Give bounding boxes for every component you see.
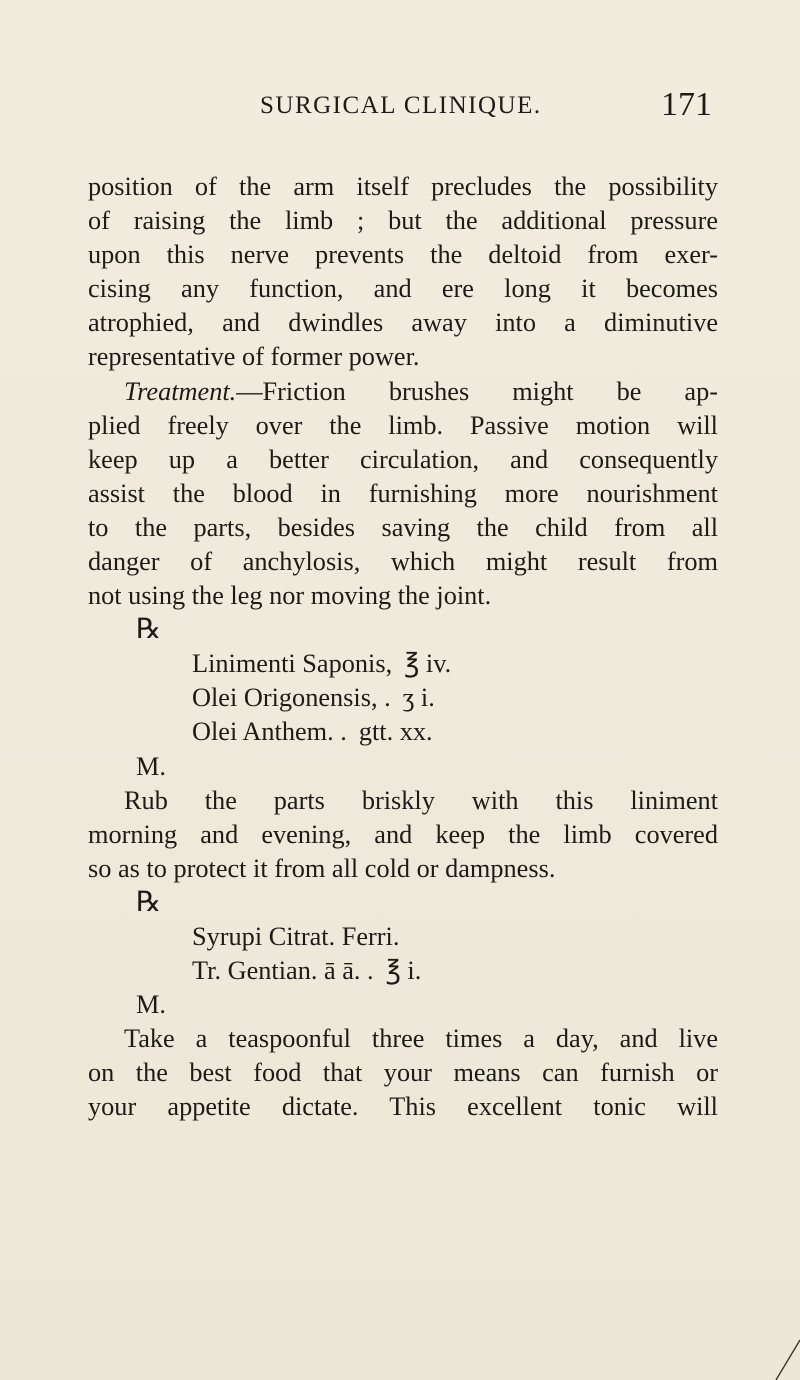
text-line: danger of anchylosis, which might result from	[88, 547, 718, 577]
recipe-ingredient: Olei Origonensis, .	[192, 683, 391, 713]
text-line: atrophied, and dwindles away into a diminutive	[88, 308, 718, 338]
text-line: cising any function, and ere long it becomes	[88, 274, 718, 304]
page-edge-mark	[774, 1290, 800, 1380]
text-line: assist the blood in furnishing more nourishment	[88, 478, 718, 508]
text-line: so as to protect it from all cold or dampness.	[88, 853, 556, 883]
treatment-first-line-text: —Friction brushes might be ap-	[236, 376, 718, 406]
recipe-line	[88, 920, 718, 954]
text-line: keep up a better circulation, and consequently	[88, 444, 718, 474]
treatment-first-line	[88, 375, 718, 409]
recipe-dose: ℥ i.	[385, 955, 422, 985]
text-line: your appetite dictate. This excellent tonic will	[88, 1092, 718, 1122]
recipe-ingredient: Olei Anthem. .	[192, 717, 347, 747]
recipe-line	[88, 647, 718, 681]
rx-symbol: ℞	[136, 614, 162, 646]
recipe-ingredient: Linimenti Saponis,	[192, 649, 393, 679]
text-line: position of the arm itself precludes the possibility	[88, 172, 718, 201]
misce-label: M.	[136, 751, 166, 781]
running-head	[100, 86, 722, 126]
text-line: of raising the limb ; but the additional pressure	[88, 206, 718, 236]
text-line: upon this nerve prevents the deltoid from exer-	[88, 240, 718, 270]
text-line: not using the leg nor moving the joint.	[88, 581, 492, 611]
recipe-ingredient: Syrupi Citrat. Ferri.	[192, 921, 400, 951]
recipe-dose: ʒ i.	[402, 683, 435, 713]
recipe-line	[88, 715, 718, 749]
misce-label: M.	[136, 990, 166, 1020]
recipe-dose: ℥ iv.	[404, 649, 452, 679]
page-number: 171	[661, 86, 712, 123]
recipe-line	[88, 954, 718, 988]
text-line: Rub the parts briskly with this liniment	[124, 785, 718, 815]
recipe-line	[88, 681, 718, 715]
text-line: to the parts, besides saving the child from all	[88, 512, 718, 542]
treatment-heading: Treatment.	[124, 376, 237, 406]
running-title: SURGICAL CLINIQUE.	[260, 92, 542, 119]
text-line: Take a teaspoonful three times a day, and live	[124, 1024, 718, 1054]
rx-symbol: ℞	[136, 886, 162, 918]
text-line: representative of former power.	[88, 342, 420, 372]
text-line: morning and evening, and keep the limb covered	[88, 819, 718, 849]
text-line: plied freely over the limb. Passive motion will	[88, 410, 718, 440]
text-line: on the best food that your means can furnish or	[88, 1058, 718, 1088]
body-text	[88, 170, 718, 1124]
recipe-ingredient: Tr. Gentian. ā ā. .	[192, 955, 374, 985]
recipe-dose: gtt. xx.	[358, 717, 433, 747]
